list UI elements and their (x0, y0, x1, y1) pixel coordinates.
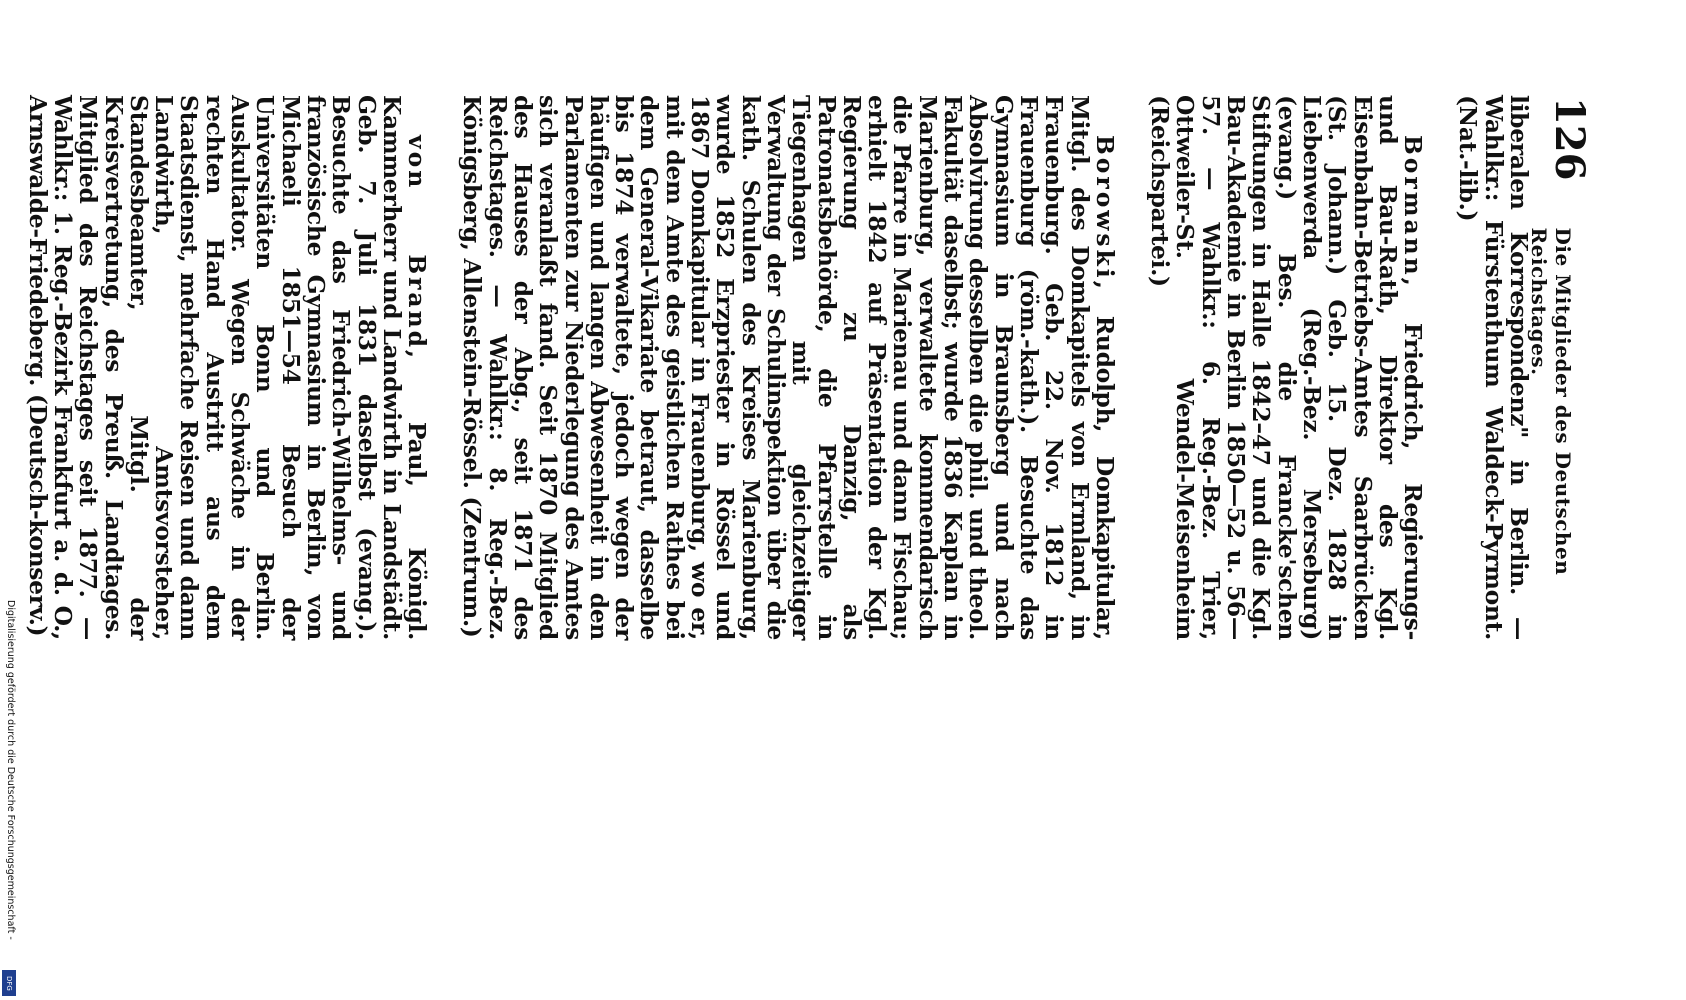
entry-text: liberalen Korrespondenz" in Berlin. — Wahlkr.: Fürstenthum Waldeck-Pyrmont. (Nat.-lib.) (1454, 95, 1533, 640)
entry-text: Rudolph, Domkapitular, Mitgl. des Domkapitels von Ermland, in Frauenburg. Geb. 22. Nov. 1812 in Frauenburg (röm.-kath.). Besuchte das Gymnasium in Braunsberg und nach Absolvirung desselben die phil. und theol. Fakultät daselbst; wurde 1836 Kaplan in Marienburg, verwaltete kommendarisch die Pfarre in Marienau und dann Fischau; erhielt 1842 auf Präsentation der Kgl. Regierung zu Danzig, als Patronatsbehörde, die Pfarrstelle in Tiegenhagen mit gleichzeitiger Verwaltung der Schulinspektion über die kath. Schulen des Kreises Marienburg, wurde 1852 Erzpriester in Rössel und 1867 Domkapitular in Frauenburg, wo er, mit dem Amte des geistlichen Rathes bei dem General-Vikariate betraut, dasselbe bis 1874 verwaltete, jedoch wegen der häufigen und langen Abwesenheit in den Parlamenten zur Niederlegung des Amtes sich veranlaßt fand. Seit 1870 Mitglied des Hauses der Abg., seit 1871 des Reichstages. — Wahlkr.: 8. Reg.-Bez. Königsberg, Allenstein-Rössel. (Zentrum.) (458, 95, 1119, 640)
entry-borowski (459, 95, 1117, 640)
page-header (1527, 95, 1593, 640)
digitization-credit (0, 600, 18, 1000)
entry-surname: von Brand, (403, 135, 432, 362)
credit-text: Digitalisierung gefördert durch die Deutsche Forschungsgemeinschaft - (5, 600, 16, 940)
page-number: 126 (1546, 97, 1593, 181)
rotated-book-page (23, 95, 1593, 640)
entry-bormann (1146, 95, 1428, 640)
entry-surname: Borowski, (1090, 135, 1119, 292)
running-head: Die Mitglieder des Deutschen Reichstages. (1527, 227, 1575, 576)
entry-text: Paul, Königl. Kammerherr und Landwirth in Landstädt. Geb. 7. Juli 1831 daselbst (evang.). Besuchte das Friedrich-Wilhelms- und französische Gymnasium in Berlin, von Michaeli 1851—54 Besuch der Universitäten Bonn und Berlin. Auskultator. Wegen Schwäche in der rechten Hand Austritt aus dem Staatsdienst, mehrfache Reisen und dann Landwirth, Amtsvorsteher, Standesbeamter, Mitgl. der Kreisvertretung, des Preuß. Landtages. Mitglied des Reichstages seit 1877. — Wahlkr.: 1. Reg.-Bezirk Frankfurt a. d. O., Arnswalde-Friedeberg. (Deutsch-konserv.) (23, 95, 432, 640)
dfg-logo: DFG (2, 970, 16, 996)
entry-text: Friedrich, Regierungs- und Bau-Rath, Direktor des Kgl. Eisenbahn-Betriebs-Amtes Saarbrücken (St. Johann.) Geb. 15. Dez. 1828 in Liebenwerda (Reg.-Bez. Merseburg)(evang.) Bes. die Francke'schen Stiftungen in Halle 1842–47 und die Kgl. Bau-Akademie in Berlin 1850—52 u. 56—57. — Wahlkr.: 6. Reg.-Bez. Trier, Ottweiler-St. Wendel-Meisenheim (Reichspartei.) (1146, 95, 1428, 640)
entry-von-brand (23, 95, 432, 640)
entry-surname: Bormann, (1399, 135, 1428, 289)
entry-continuation (1455, 95, 1531, 640)
